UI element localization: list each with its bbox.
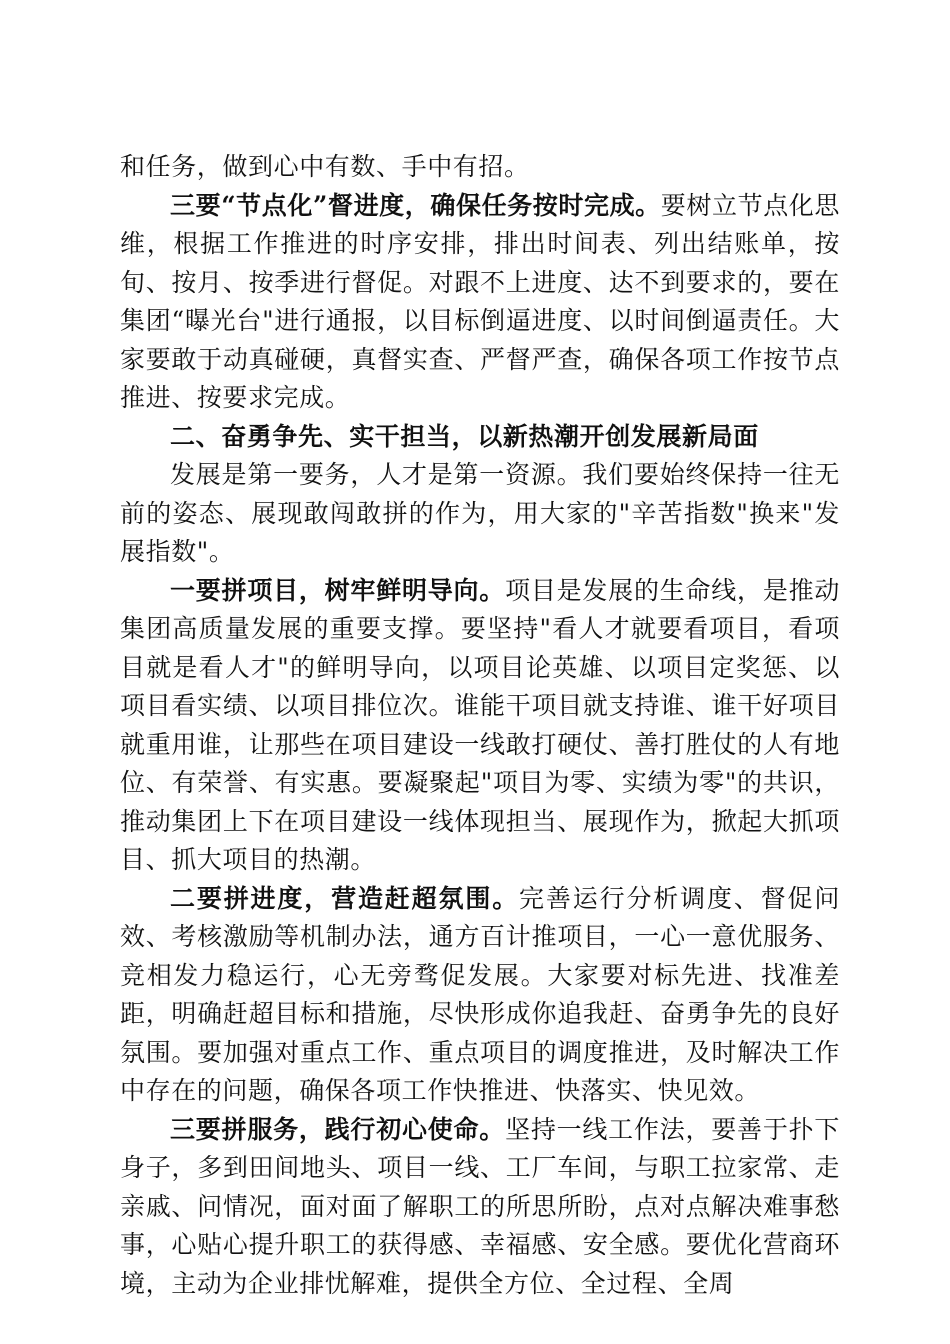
paragraph-lead: 三要“节点化”督进度，确保任务按时完成。 bbox=[170, 190, 661, 220]
paragraph-text: 项目是发展的生命线，是推动集团高质量发展的重要支撑。要坚持"看人才就要看项目，看项目就是看人才"的鲜明导向，以项目论英雄、以项目定奖惩、以项目看实绩、以项目排位次。谁能干项目就支持谁、谁干好项目就重用谁，让那些在项目建设一线敢打硬仗、善打胜仗的人有地位、有荣誉、有实惠。要凝聚起"项目为零、实绩为零"的共识，推动集团上下在项目建设一线体现担当、展现作为，掀起大抓项目、抓大项目的热潮。 bbox=[120, 575, 840, 874]
paragraph-text: 和任务，做到心中有数、手中有招。 bbox=[120, 152, 530, 181]
paragraph-projects bbox=[120, 572, 840, 880]
paragraph-text: 要树立节点化思维，根据工作推进的时序安排，排出时间表、列出结账单，按旬、按月、按季进行督促。对跟不上进度、达不到要求的，要在集团“曝光台"进行通报，以目标倒逼进度、以时间倒逼责任。大家要敢于动真碰硬，真督实查、严督严查，确保各项工作按节点推进、按要求完成。 bbox=[120, 190, 841, 412]
paragraph-lead: 二要拼进度，营造赶超氛围。 bbox=[170, 883, 520, 913]
paragraph-text: 发展是第一要务，人才是第一资源。我们要始终保持一往无前的姿态、展现敢闯敢拼的作为，用大家的"辛苦指数"换来"发展指数"。 bbox=[120, 460, 840, 566]
document-body bbox=[120, 148, 840, 1303]
paragraph-text: 完善运行分析调度、督促问效、考核激励等机制办法，通方百计推项目，一心一意优服务、竞相发力稳运行，心无旁骛促发展。大家要对标先进、找准差距，明确赶超目标和措施，尽快形成你追我赶、奋勇争先的良好氛围。要加强对重点工作、重点项目的调度推进，及时解决工作中存在的问题，确保各项工作快推进、快落实、快见效。 bbox=[120, 883, 840, 1105]
section-heading-text: 二、奋勇争先、实干担当，以新热潮开创发展新局面 bbox=[170, 421, 759, 451]
paragraph-lead: 一要拼项目，树牢鲜明导向。 bbox=[170, 575, 506, 605]
paragraph-service bbox=[120, 1111, 840, 1304]
paragraph-intro bbox=[120, 456, 840, 572]
paragraph-continuation bbox=[120, 148, 840, 187]
section-heading bbox=[120, 418, 840, 457]
paragraph-lead: 三要拼服务，践行初心使命。 bbox=[170, 1114, 506, 1144]
paragraph-progress bbox=[120, 880, 840, 1111]
paragraph-node-progress bbox=[120, 187, 840, 418]
paragraph-text: 坚持一线工作法，要善于扑下身子，多到田间地头、项目一线、工厂车间，与职工拉家常、走亲戚、问情况，面对面了解职工的所思所盼，点对点解决难事愁事，心贴心提升职工的获得感、幸福感、安全感。要优化营商环境，主动为企业排忧解难，提供全方位、全过程、全周 bbox=[120, 1114, 840, 1298]
